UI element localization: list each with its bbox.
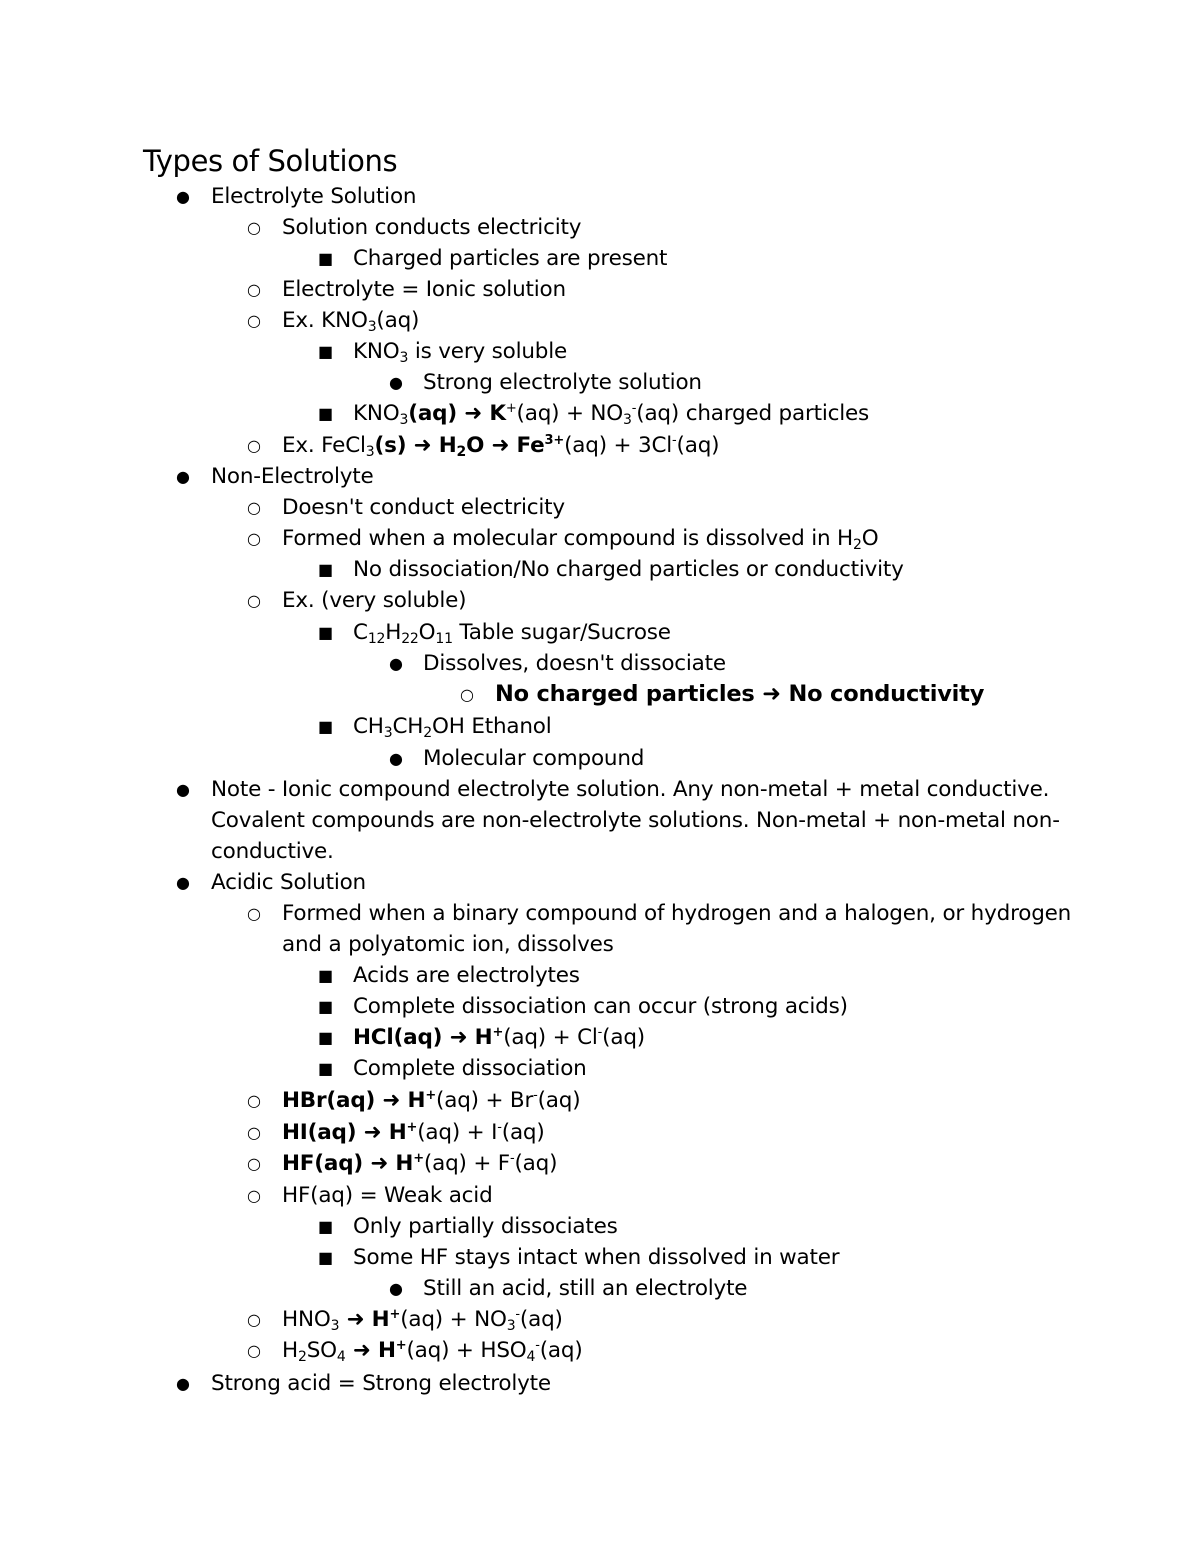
list-item xyxy=(0,1053,1200,1084)
list-item xyxy=(0,648,1200,679)
list-item-text: and a polyatomic ion, dissolves xyxy=(282,932,614,957)
list-item-text: Doesn't conduct electricity xyxy=(282,495,565,520)
list-item xyxy=(0,1368,1200,1399)
bullet-icon: ■ xyxy=(318,1217,333,1236)
bullet-icon: ● xyxy=(176,467,190,486)
list-item-continuation xyxy=(0,836,1200,867)
list-item-text: Complete dissociation xyxy=(353,1056,587,1081)
list-item xyxy=(0,1085,1200,1116)
list-item-text: HCl(aq) ➜ H+(aq) + Cl-(aq) xyxy=(353,1025,645,1050)
bullet-icon: ○ xyxy=(247,280,261,299)
list-item xyxy=(0,212,1200,243)
list-item-text: Ex. (very soluble) xyxy=(282,588,467,613)
list-item-text: Some HF stays intact when dissolved in water xyxy=(353,1245,840,1270)
list-item-text: Still an acid, still an electrolyte xyxy=(423,1276,748,1301)
list-item-text: Strong electrolyte solution xyxy=(423,370,702,395)
list-item-text: $CH_3CH_2OH$ Ethanol xyxy=(353,714,552,741)
list-item xyxy=(0,585,1200,616)
list-item xyxy=(0,274,1200,305)
list-item-text: Electrolyte Solution xyxy=(211,184,417,209)
list-item-text: Acids are electrolytes xyxy=(353,963,580,988)
list-item-text: Only partially dissociates xyxy=(353,1214,618,1239)
list-item xyxy=(0,1211,1200,1242)
list-item-text: Molecular compound xyxy=(423,746,645,771)
bullet-icon: ■ xyxy=(318,342,333,361)
bullet-icon: ○ xyxy=(247,311,261,330)
list-item-text: HBr(aq) ➜ H+(aq) + Br-(aq) xyxy=(282,1088,581,1113)
list-item xyxy=(0,617,1200,648)
list-item xyxy=(0,461,1200,492)
bullet-icon: ● xyxy=(389,749,403,768)
list-item-text: No charged particles ➜ No conductivity xyxy=(495,681,985,707)
page-title: Types of Solutions xyxy=(143,144,398,178)
bullet-icon: ■ xyxy=(318,560,333,579)
list-item-text: HF(aq) ➜ H+(aq) + F-(aq) xyxy=(282,1151,558,1176)
list-item xyxy=(0,554,1200,585)
list-item xyxy=(0,743,1200,774)
list-item-text: Note - Ionic compound electrolyte solution. Any non-metal + metal conductive. xyxy=(211,777,1050,802)
list-item-text: Complete dissociation can occur (strong acids) xyxy=(353,994,848,1019)
list-item-text: Ex. $KNO_3(aq)$ xyxy=(282,308,420,335)
list-item xyxy=(0,1242,1200,1273)
list-item-text: Ex. FeCl$_3$(s) ➜ $H_2O$ ➜ $Fe^{3+}(aq) + 3Cl^-(aq)$ xyxy=(282,433,720,460)
list-item-text: Strong acid = Strong electrolyte xyxy=(211,1371,551,1396)
list-item-text: Formed when a molecular compound is dissolved in $H_2O$ xyxy=(282,526,879,553)
list-item xyxy=(0,991,1200,1022)
list-item xyxy=(0,1180,1200,1211)
list-item-text: HI(aq) ➜ H+(aq) + I-(aq) xyxy=(282,1120,545,1145)
list-item-text: HF(aq) = Weak acid xyxy=(282,1183,493,1208)
bullet-icon: ○ xyxy=(247,1091,261,1110)
bullet-icon: ○ xyxy=(247,1341,261,1360)
bullet-icon: ○ xyxy=(460,685,474,704)
bullet-icon: ■ xyxy=(318,404,333,423)
bullet-icon: ■ xyxy=(318,249,333,268)
bullet-icon: ● xyxy=(176,1374,190,1393)
list-item-text: Solution conducts electricity xyxy=(282,215,582,240)
list-item xyxy=(0,305,1200,336)
list-item xyxy=(0,1117,1200,1148)
bullet-icon: ● xyxy=(176,187,190,206)
list-item xyxy=(0,430,1200,461)
list-item xyxy=(0,898,1200,929)
list-item xyxy=(0,336,1200,367)
list-item-text: Non-Electrolyte xyxy=(211,464,374,489)
bullet-icon: ● xyxy=(389,373,403,392)
bullet-icon: ● xyxy=(389,1279,403,1298)
list-item-text: $HNO_3$ ➜ $H^+(aq) + NO_3^-(aq)$ xyxy=(282,1307,563,1334)
list-item xyxy=(0,711,1200,742)
list-item-text: No dissociation/No charged particles or conductivity xyxy=(353,557,904,582)
bullet-icon: ■ xyxy=(318,623,333,642)
list-item-text: Electrolyte = Ionic solution xyxy=(282,277,566,302)
bullet-icon: ■ xyxy=(318,966,333,985)
list-item-text: Charged particles are present xyxy=(353,246,668,271)
list-item xyxy=(0,367,1200,398)
bullet-icon: ■ xyxy=(318,1028,333,1047)
list-item-text: $C_{12}H_{22}O_{11}$ Table sugar/Sucrose xyxy=(353,620,671,647)
bullet-icon: ● xyxy=(389,654,403,673)
bullet-icon: ○ xyxy=(247,904,261,923)
list-item xyxy=(0,398,1200,429)
bullet-icon: ● xyxy=(176,780,190,799)
bullet-icon: ● xyxy=(176,873,190,892)
list-item xyxy=(0,867,1200,898)
list-item xyxy=(0,1335,1200,1366)
list-item-text: Covalent compounds are non-electrolyte solutions. Non-metal + non-metal non- xyxy=(211,808,1060,833)
list-item xyxy=(0,243,1200,274)
bullet-icon: ○ xyxy=(247,529,261,548)
bullet-icon: ○ xyxy=(247,436,261,455)
bullet-icon: ○ xyxy=(247,218,261,237)
bullet-icon: ○ xyxy=(247,1186,261,1205)
list-item-text: $KNO_3(aq)$ ➜ $K^+(aq) + NO_3^-(aq)$ charged particles xyxy=(353,401,870,428)
list-item-continuation xyxy=(0,929,1200,960)
bullet-icon: ■ xyxy=(318,1248,333,1267)
bullet-icon: ○ xyxy=(247,498,261,517)
bullet-icon: ■ xyxy=(318,1059,333,1078)
bullet-icon: ○ xyxy=(247,591,261,610)
list-item xyxy=(0,181,1200,212)
list-item-continuation xyxy=(0,805,1200,836)
list-item xyxy=(0,1022,1200,1053)
list-item xyxy=(0,679,1200,710)
list-item xyxy=(0,523,1200,554)
bullet-icon: ○ xyxy=(247,1154,261,1173)
list-item-text: conductive. xyxy=(211,839,334,864)
list-item xyxy=(0,774,1200,805)
list-item xyxy=(0,1273,1200,1304)
list-item-text: Formed when a binary compound of hydrogen and a halogen, or hydrogen xyxy=(282,901,1072,926)
bullet-icon: ○ xyxy=(247,1310,261,1329)
list-item-text: Acidic Solution xyxy=(211,870,366,895)
list-item xyxy=(0,960,1200,991)
bullet-icon: ■ xyxy=(318,717,333,736)
list-item-text: $H_2SO_4$ ➜ $H^+(aq) + HSO_4^-(aq)$ xyxy=(282,1338,583,1365)
list-item-text: Dissolves, doesn't dissociate xyxy=(423,651,726,676)
list-item xyxy=(0,1148,1200,1179)
list-item-text: $KNO_3$ is very soluble xyxy=(353,339,568,366)
bullet-icon: ○ xyxy=(247,1123,261,1142)
list-item xyxy=(0,492,1200,523)
bullet-icon: ■ xyxy=(318,997,333,1016)
list-item xyxy=(0,1304,1200,1335)
